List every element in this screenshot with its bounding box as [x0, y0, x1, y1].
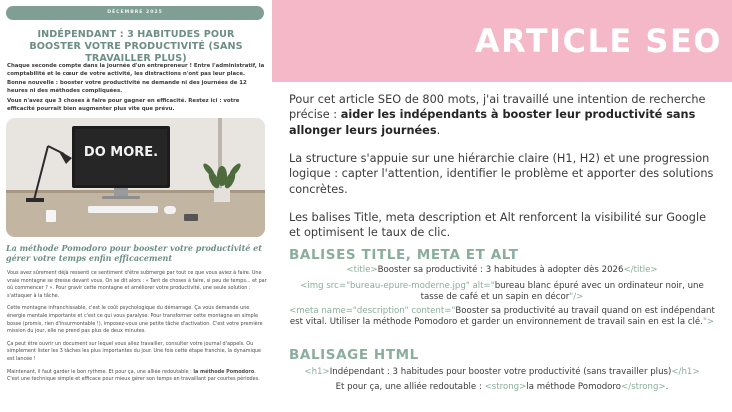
img-close-tag: "/> [569, 292, 584, 302]
body-paragraph-2: Cette montagne infranchissable, c'est le coût psychologique du démarrage. Ça vous demande une énergie mentale importante et c'est ce qui vous paralyse. Pour transformer cette montagne en simple bosse (promis, rien d'insurmontable !), imposez-vous une petite tâche d'activation. C'est votre première mission du jour, elle ne prend pas plus de deux minutes. [7, 305, 263, 335]
strong-pre-text: Et pour ça, une alliée redoutable : [335, 382, 485, 392]
body-paragraph-3: Ça peut être ouvrir un document sur lequel vous allez travailler, consulter votre journal d'appels. Ou simplement lister les 3 tâches les plus importantes du jour. Une fois cette étape franchie, la dynamique est lancée ! [7, 340, 262, 362]
desk-illustration [6, 118, 265, 237]
section-title-meta: BALISES TITLE, META ET ALT [289, 247, 519, 263]
strong-post-text: . [665, 382, 669, 392]
code-h1-tag [289, 367, 715, 378]
code-img-tag [289, 281, 715, 303]
title-open-tag: <title> [346, 265, 378, 275]
banner [272, 0, 732, 82]
para1-bold: aider les indépendants à booster leur productivité sans allonger leurs journées [289, 108, 696, 137]
title-tag-text: Booster sa productivité : 3 habitudes à adopter dès 2026 [377, 265, 624, 275]
para1-post: . [436, 123, 441, 137]
code-meta-tag [289, 306, 715, 328]
strong-open-tag: <strong> [484, 382, 527, 392]
monitor-text: DO MORE. [83, 145, 159, 160]
h1-open-tag: <h1> [304, 367, 330, 377]
date-badge: DÉCEMBRE 2025 [6, 6, 264, 20]
img-open-tag: <img src="bureau-epure-moderne.jpg" alt=" [300, 281, 495, 291]
article-body [7, 270, 269, 389]
seo-panel [272, 0, 732, 412]
body-p4-pre: Maintenant, il faut garder le bon rythme. Et pour ça, une alliée redoutable : [7, 368, 194, 375]
intro-paragraph [289, 92, 715, 138]
img-alt-text: bureau blanc épuré avec un ordinateur noir, une tasse de café et un sapin en décor [420, 281, 704, 302]
banner-title: ARTICLE SEO [474, 22, 722, 60]
strong-close-tag: </strong> [621, 382, 666, 392]
structure-paragraph: La structure s'appuie sur une hiérarchie claire (H1, H2) et une progression logique : capter l'attention, identifier le problème et apporter des solutions concrètes. [289, 152, 714, 196]
section-title-html: BALISAGE HTML [289, 347, 419, 363]
para1-pre: Pour cet article SEO de 800 mots, j'ai travaillé une intention de recherche précise : [289, 93, 706, 122]
intro-paragraph-2: Vous n'avez que 3 choses à faire pour gagner en efficacité. Restez ici : votre efficacité pourrait bien augmenter plus vite que prévu. [7, 98, 240, 113]
title-close-tag: </title> [623, 265, 658, 275]
h1-tag-text: Indépendant : 3 habitudes pour booster votre productivité (sans travailler plus) [329, 367, 672, 377]
body-paragraph-4 [7, 369, 269, 384]
meta-description-text: Booster sa productivité au travail quand on est indépendant est vital. Utiliser la méthode Pomodoro et garder un environnement de travail sain en est la clé. [289, 306, 715, 327]
meta-close-tag: "> [702, 317, 715, 327]
body-p4-bold: la méthode Pomodoro [193, 368, 255, 375]
code-title-tag [289, 265, 715, 276]
pomodoro-heading: La méthode Pomodoro pour booster votre productivité et gérer votre temps enfin efficacement [6, 243, 262, 263]
h1-close-tag: </h1> [671, 367, 700, 377]
article-preview [0, 0, 272, 412]
body-p4-post: . C'est une technique simple et efficace pour mieux gérer son temps en travaillant par courtes périodes. [7, 368, 260, 383]
strong-tag-text: la méthode Pomodoro [526, 382, 622, 392]
meta-open-tag: <meta name="description" content=" [289, 306, 456, 316]
intro-paragraph-1: Chaque seconde compte dans la journée d'un entrepreneur ! Entre l'administratif, la comptabilité et le cœur de votre activité, les distractions n'ont pas leur place. Bonne nouvelle : booster votre productivité ne demande ni des journées de 12 heures ni des méthodes compliquées. [7, 63, 265, 94]
code-strong-tag [289, 382, 715, 393]
desk-photo [6, 118, 265, 237]
tags-paragraph: Les balises Title, meta description et Alt renforcent la visibilité sur Google et optimisent le taux de clic. [289, 211, 707, 240]
article-title: INDÉPENDANT : 3 HABITUDES POUR BOOSTER VOTRE PRODUCTIVITÉ (SANS TRAVAILLER PLUS) [29, 29, 243, 64]
body-paragraph-1: Vous avez sûrement déjà ressenti ce sentiment d'être submergé par tout ce que vous aviez à faire. Une vraie montagne se dresse devant vous. On se dit alors : « Tant de choses à faire, si peu de temps... et par où commencer ? ». Pour gravir cette montagne et améliorer votre productivité, une seule solution : s'attaquer à la tâche. [7, 270, 267, 299]
article-intro [7, 62, 265, 116]
